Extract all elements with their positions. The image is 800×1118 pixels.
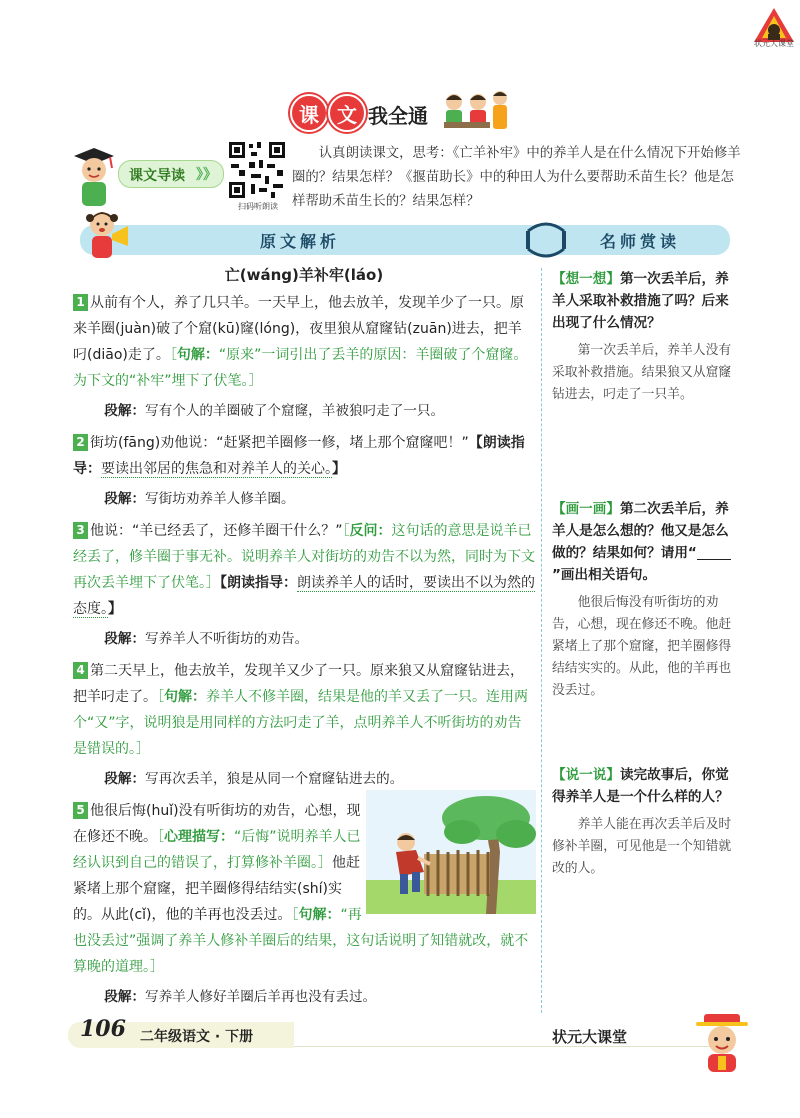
footer-brand: 状元大课堂 (552, 1028, 628, 1046)
guide-label-box (118, 160, 224, 188)
answer-think: 第一次丢羊后，养羊人没有采取补救措施。结果狼又从窟窿钻进去，叼走了一只羊。 (552, 343, 732, 402)
paragraph-number: 4 (73, 662, 88, 679)
teacher-notes-column (552, 268, 738, 880)
paragraph-summary: 段解：写街坊劝养羊人修羊圈。 (104, 491, 295, 507)
spacer (552, 406, 738, 498)
annotation: ［心理描写：“后悔”说明养羊人已经认识到自己的错误了，打算修补羊圈。］ (73, 829, 361, 871)
answer-say: 养羊人能在再次丢羊后及时修补羊圈，可见他是一个知错就改的人。 (552, 817, 732, 876)
paragraph-number: 3 (73, 522, 88, 539)
header-left-title: 原文解析 (260, 232, 341, 251)
question-say: 【说一说】读完故事后，你觉得养羊人是一个什么样的人？ (552, 767, 729, 805)
binder-clip-icon (522, 217, 570, 263)
underline-blank (697, 545, 731, 560)
question-tag: 【画一画】 (552, 501, 620, 517)
guide-label: 课文导读 (129, 168, 185, 184)
banner-char-2: 文 (328, 94, 366, 132)
section-banner (290, 94, 520, 136)
guide-arrows-icon: 》》 (196, 167, 217, 183)
question-draw: 【画一画】第二次丢羊后，养羊人是怎么想的？他又是怎么做的？结果如何？请用“”画出相关语句。 (552, 498, 738, 586)
paragraph-summary: 段解：写有个人的羊圈破了个窟窿，羊被狼叼走了一只。 (104, 403, 445, 419)
paragraph-number: 5 (73, 802, 88, 819)
paragraph-5: 5 他很后悔(huǐ)没有听街坊的劝告，心想，现在修还不晚。［心理描写：“后悔”说明养羊人已经认识到自己的错误了，打算修补羊圈。］他赶紧堵上那个窟窿，把羊圈修得结结实(shí)实的。从此(cǐ)，他的羊再也没丢过。［句解：“再也没丢过”强调了养羊人修补羊圈后的结果，这句话说明了知错就改，就不算晚的道理。］ (73, 798, 535, 980)
graduate-mascot-icon (72, 146, 116, 210)
section-header-bar (80, 225, 730, 255)
annotation: ［句解：“原来”一词引出了丢羊的原因：羊圈破了个窟窿。为下文的“补牢”埋下了伏笔。］ (73, 347, 528, 389)
footer-book-title: 二年级语文 · 下册 (140, 1029, 254, 1045)
banner-title: 我全通 (368, 104, 428, 128)
paragraph-4: 4 第二天早上，他去放羊，发现羊又少了一只。原来狼又从窟窿钻进去，把羊叼走了。［句解：养羊人不修羊圈，结果是他的羊又丢了一只。连用两个“又”字，说明狼是用同样的方法叼走了羊，点明养羊人不听街坊的劝告是错误的。］ (73, 663, 528, 757)
spacer (552, 702, 738, 764)
header-right-title: 名师赏读 (600, 232, 681, 251)
banner-char-1: 课 (290, 94, 328, 132)
paragraph-1: 1 从前有个人，养了几只羊。一天早上，他去放羊，发现羊少了一只。原来羊圈(juàn)破了个窟(kū)窿(lóng)，夜里狼从窟窿钻(zuān)进去，把羊叼(diāo)走了。［句解：“原来”一词引出了丢羊的原因：羊圈破了个窟窿。为下文的“补牢”埋下了伏笔。］ (73, 295, 528, 389)
guide-text: 认真朗读课文，思考：《亡羊补牢》中的养羊人是在什么情况下开始修羊圈的？结果怎样？《揠苗助长》中的种田人为什么要帮助禾苗生长？他是怎样帮助禾苗生长的？结果怎样？ (292, 146, 741, 209)
scholar-mascot-icon (690, 1012, 754, 1076)
publisher-logo-text: 状元大课堂 (754, 39, 794, 48)
column-divider (541, 268, 542, 1013)
reading-guide: 【朗读指导：朗读养羊人的话时，要读出不以为然的态度。】 (73, 575, 535, 617)
footer-line (294, 1046, 714, 1047)
question-think: 【想一想】第一次丢羊后，养羊人采取补救措施了吗？后来出现了什么情况？ (552, 271, 729, 331)
paragraph-summary: 段解：写再次丢羊，狼是从同一个窟窿钻进去的。 (104, 771, 404, 787)
paragraph-3: 3 他说：“羊已经丢了，还修羊圈干什么？”［反问：这句话的意思是说羊已经丢了，修羊圈于事无补。说明养羊人对街坊的劝告不以为然，同时为下文再次丢羊埋下了伏笔。］【朗读指导：朗读养羊人的话时，要读出不以为然的态度。】 (73, 523, 535, 617)
paragraph-summary: 段解：写养羊人修好羊圈后羊再也没有丢过。 (104, 989, 377, 1005)
page-number: 106 (80, 1016, 126, 1042)
paragraph-2: 2 街坊(fāng)劝他说：“赶紧把羊圈修一修，堵上那个窟窿吧！”【朗读指导：要读出邻居的焦急和对养羊人的关心。】 (73, 435, 525, 477)
paragraph-number: 2 (73, 434, 88, 451)
sheep-pen-illustration (366, 790, 536, 914)
annotation: ［句解：养羊人不修羊圈，结果是他的羊又丢了一只。连用两个“又”字，说明狼是用同样的方法叼走了羊，点明养羊人不听街坊的劝告是错误的。］ (73, 689, 528, 757)
qr-code-icon[interactable] (227, 140, 287, 200)
annotation: ［反问：这句话的意思是说羊已经丢了，修羊圈于事无补。说明养羊人对街坊的劝告不以为然，同时为下文再次丢羊埋下了伏笔。］ (73, 523, 535, 591)
paragraph-number: 1 (73, 294, 88, 311)
qr-caption: 扫码听朗读 (238, 202, 278, 211)
annotation: ［句解：“再也没丢过”强调了养羊人修补羊圈后的结果，这句话说明了知错就改，就不算晚的道理。］ (73, 907, 529, 975)
reading-guide: 【朗读指导：要读出邻居的焦急和对养羊人的关心。】 (73, 435, 525, 477)
lesson-title: 亡(wáng)羊补牢(láo) (224, 266, 384, 284)
paragraph-summary: 段解：写养羊人不听街坊的劝告。 (104, 631, 309, 647)
question-tag: 【想一想】 (552, 271, 620, 287)
question-tag: 【说一说】 (552, 767, 620, 783)
kids-reading-icon (440, 88, 510, 132)
girl-megaphone-mascot-icon (84, 206, 130, 262)
answer-draw: 他很后悔没有听街坊的劝告，心想，现在修还不晚。他赶紧堵上了那个窟窿，把羊圈修得结结实实的。从此，他的羊再也没丢过。 (552, 595, 732, 698)
